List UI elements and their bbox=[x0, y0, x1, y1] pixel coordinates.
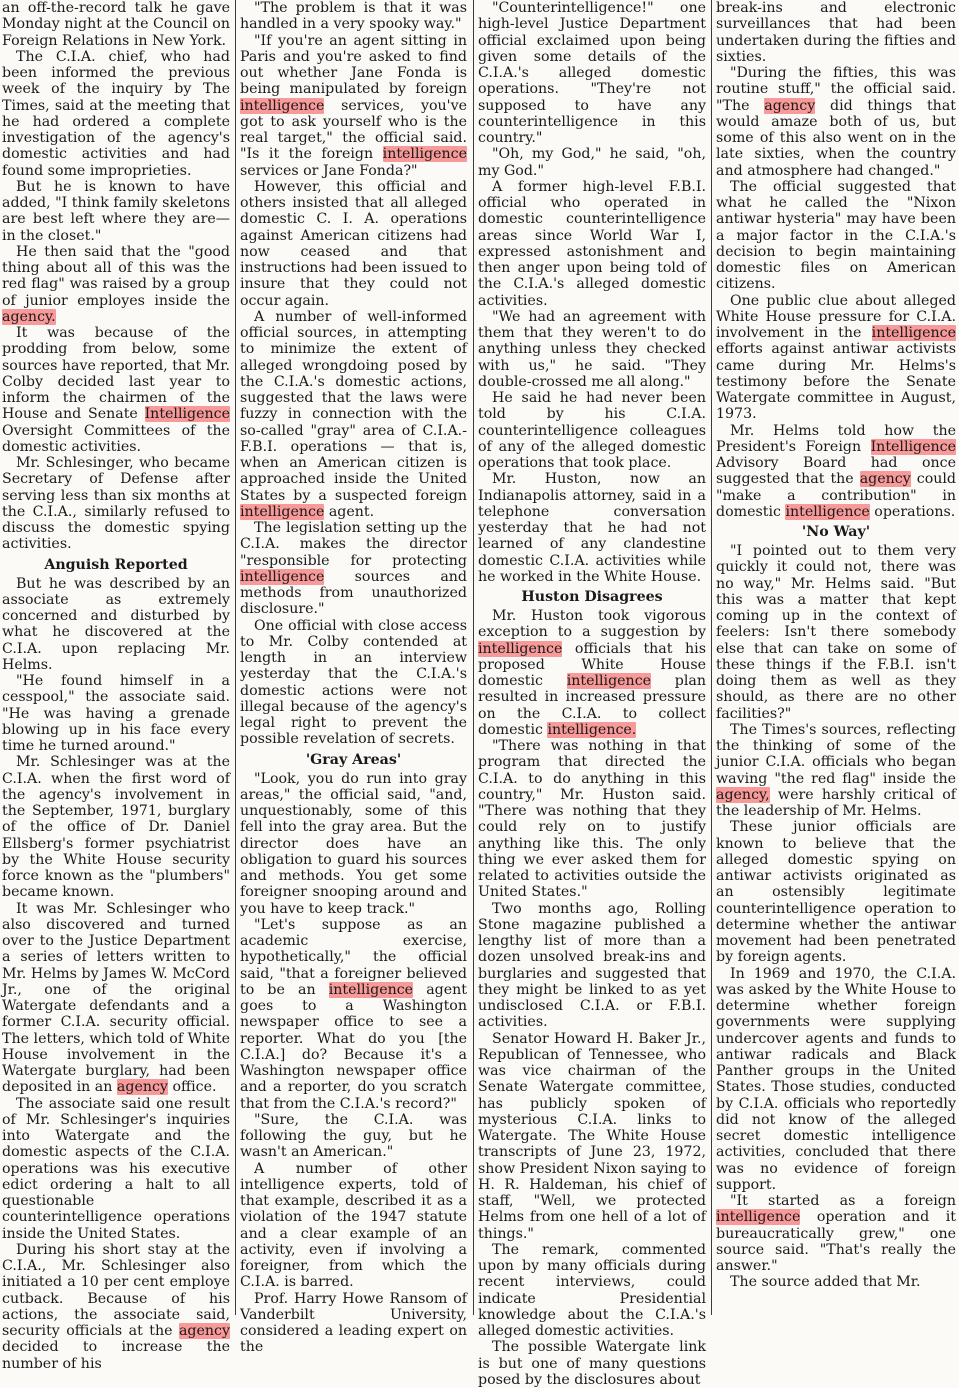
article-paragraph bbox=[240, 1161, 467, 1291]
article-paragraph bbox=[478, 0, 706, 146]
text-run: The Times's sources, reflecting the thinking of some of the junior C.I.A. officials who began waving "the red flag" inside the bbox=[716, 721, 956, 787]
text-run: These junior officials are known to believe that the alleged domestic spying on antiwar activists originated as an ostensibly legitimate counterintelligence operation to determine whether the antiwar movement had been penetrated by foreign agents. bbox=[716, 819, 956, 966]
text-run: A number of other intelligence experts, told of that example, described it as a violation of the 1947 statute and a clear example of an activity, even if involving a foreigner, from which the C.I.A. is barred. bbox=[240, 1160, 467, 1291]
article-paragraph bbox=[716, 819, 956, 965]
text-run: services or Jane Fonda?" bbox=[240, 162, 418, 179]
highlighted-term: intelligence. bbox=[547, 721, 637, 738]
article-paragraph bbox=[240, 33, 467, 179]
text-run: operation and it bureaucratically grew," one source said. "That's really the answer." bbox=[716, 1209, 956, 1274]
article-paragraph bbox=[716, 1274, 956, 1290]
text-run: were harshly critical of the leadership of Mr. Helms. bbox=[716, 786, 956, 819]
text-run: The associate said one result of Mr. Schlesinger's inquiries into Watergate and the domestic aspects of the C.I.A. operations was his executive edict ordering a halt to all questionable counterintelligence operations inside the United States. bbox=[2, 1095, 230, 1242]
article-paragraph bbox=[716, 543, 956, 722]
highlighted-term: intelligence bbox=[785, 503, 870, 520]
highlighted-term: agency bbox=[116, 1079, 168, 1096]
text-run: did things that would amaze both of us, but some of this also went on in the late sixties, when the country and atmosphere had changed." bbox=[716, 97, 956, 179]
text-run: However, this official and others insisted that all alleged domestic C. I. A. operations against American citizens had now ceased and that instructions had been issued to insure that they could not occur again. bbox=[240, 178, 467, 309]
text-run: agent. bbox=[324, 503, 375, 520]
text-run: The remark, commented upon by many officials during recent interviews, could indicate Presidential knowledge about the C.I.A.'s alleged domestic activities. bbox=[478, 1241, 706, 1339]
article-paragraph bbox=[240, 771, 467, 917]
highlighted-term: intelligence bbox=[566, 673, 652, 689]
text-run: services, you've got to ask yourself who is the real target," the official said. "Is it the foreign bbox=[240, 97, 467, 163]
text-run: "Let's suppose as an academic exercise, hypothetically," the official said, "that a foreigner believed to be an bbox=[240, 916, 467, 998]
article-paragraph bbox=[478, 1242, 706, 1340]
text-run: One public clue about alleged White House pressure for C.I.A. involvement in the bbox=[716, 292, 956, 341]
article-paragraph bbox=[478, 471, 706, 585]
section-subhead: Anguish Reported bbox=[44, 556, 188, 573]
text-run: "I pointed out to them very quickly it could not, there was no way," Mr. Helms said. "But this was a matter that kept coming up in the context of feelers: Isn't there somebody else that can take on some of these things if the F.B.I. isn't doing them as well as they should, as there are no other facilities?" bbox=[716, 543, 956, 722]
highlighted-term: intelligence bbox=[240, 503, 325, 520]
text-run: an off-the-record talk he gave Monday night at the Council on Foreign Relations in New York. bbox=[2, 0, 230, 49]
article-paragraph bbox=[2, 455, 230, 553]
article-paragraph bbox=[2, 179, 230, 244]
highlighted-term: Intelligence bbox=[870, 438, 956, 455]
text-run: operations. bbox=[869, 503, 956, 520]
text-run: Oversight Committees of the domestic activities. bbox=[2, 422, 230, 455]
text-run: Senator Howard H. Baker Jr., Republican of Tennessee, who was vice chairman of the Senate Watergate committee, has publicly spoken of mysterious C.I.A. links to Watergate. The White House transcripts of June 23, 1972, show President Nixon saying to H. R. Haldeman, his chief of staff, "Well, we protected Helms from one hell of a lot of things." bbox=[478, 1030, 706, 1242]
article-paragraph bbox=[716, 1193, 956, 1274]
article-paragraph bbox=[240, 179, 467, 309]
text-run: The source added that Mr. bbox=[730, 1274, 921, 1291]
highlighted-term: intelligence bbox=[240, 97, 325, 114]
article-paragraph bbox=[716, 966, 956, 1194]
article-paragraph bbox=[478, 390, 706, 471]
article-paragraph bbox=[716, 722, 956, 820]
article-paragraph bbox=[2, 901, 230, 1096]
highlighted-term: Intelligence bbox=[144, 406, 230, 423]
text-run: efforts against antiwar activists came during Mr. Helms's testimony before the Senate Watergate committee in August, 1973. bbox=[716, 341, 956, 423]
column-rule bbox=[235, 0, 236, 1315]
highlighted-term: agency. bbox=[2, 308, 56, 325]
text-run: "We had an agreement with them that they weren't to do anything unless they checked with us," he said. "They double-crossed me all along." bbox=[478, 308, 706, 390]
text-run: "He found himself in a cesspool," the associate said. "He was having a grenade blowing up in his face every time he turned around." bbox=[2, 673, 230, 754]
article-paragraph bbox=[240, 618, 467, 748]
article-paragraph bbox=[240, 917, 467, 1112]
text-run: Mr. Huston, now an Indianapolis attorney, said in a telephone conversation yesterday that he had not learned of any clandestine domestic C.I.A. activities while he worked in the White House. bbox=[478, 471, 706, 585]
text-run: The C.I.A. chief, who had been informed the previous week of the inquiry by The Times, said at the meeting that he had ordered a complete investigation of the agency's domestic activities and had found some improprieties. bbox=[2, 48, 230, 179]
article-paragraph bbox=[2, 244, 230, 325]
text-run: Mr. Schlesinger was at the C.I.A. when the first word of the agency's involvement in the September, 1971, burglary of the office of Dr. Daniel Ellsberg's former psychiatrist by the White House security force known as the "plumbers" became known. bbox=[2, 754, 230, 901]
article-paragraph bbox=[240, 1291, 467, 1356]
article-paragraph bbox=[478, 738, 706, 901]
article-paragraph bbox=[2, 1096, 230, 1242]
text-run: "During the fifties, this was routine stuff," the official said. "The bbox=[716, 65, 956, 114]
text-run: Prof. Harry Howe Ransom of Vanderbilt University, considered a leading expert on the bbox=[240, 1290, 467, 1356]
text-run: officials that his proposed White House domestic bbox=[478, 640, 706, 689]
column-3 bbox=[476, 0, 709, 1388]
article-paragraph bbox=[478, 901, 706, 1031]
text-run: "The problem is that it was handled in a very spooky way." bbox=[240, 0, 467, 33]
text-run: He said he had never been told by his C.I.A. counterintelligence colleagues of any of the alleged domestic operations that took place. bbox=[478, 390, 706, 471]
article-paragraph bbox=[478, 146, 706, 179]
article-paragraph bbox=[2, 673, 230, 754]
column-4 bbox=[714, 0, 959, 1315]
text-run: The legislation setting up the C.I.A. makes the director "responsible for protecting bbox=[240, 520, 467, 569]
text-run: Two months ago, Rolling Stone magazine published a lengthy list of more than a dozen unsolved break-ins and burglaries and suggested that they might be linked to as yet undisclosed C.I.A. or F.B.I. activities. bbox=[478, 900, 706, 1031]
section-subhead: 'Gray Areas' bbox=[305, 751, 402, 768]
article-paragraph bbox=[716, 0, 956, 65]
text-run: One official with close access to Mr. Colby contended at length in an interview yesterday that the C.I.A.'s domestic actions were not illegal because of the agency's legal right to prevent the possible revelation of secrets. bbox=[240, 617, 467, 748]
highlighted-term: intelligence bbox=[328, 981, 414, 998]
article-paragraph bbox=[240, 1112, 467, 1161]
article-paragraph bbox=[2, 49, 230, 179]
text-run: agent goes to a Washington newspaper office to see a reporter. What do you [the C.I.A.] do? Because it's a Washington newspaper office and a reporter, do you scratch that from the C.I.A.'s record?" bbox=[240, 981, 467, 1112]
highlighted-term: intelligence bbox=[240, 568, 325, 585]
text-run: Advisory Board had once suggested that the bbox=[716, 455, 956, 488]
text-run: The possible Watergate link is but one of many questions posed by the disclosures about bbox=[478, 1339, 706, 1388]
highlighted-term: intelligence bbox=[478, 640, 563, 657]
article-paragraph bbox=[240, 309, 467, 520]
column-rule bbox=[473, 0, 474, 1315]
text-run: "If you're an agent sitting in Paris and you're asked to find out whether Jane Fonda is being manipulated by foreign bbox=[240, 32, 467, 98]
text-run: could "make a contribution" in domestic bbox=[716, 471, 957, 520]
highlighted-term: agency bbox=[178, 1323, 230, 1339]
text-run: In 1969 and 1970, the C.I.A. was asked by the White House to determine whether foreign governments were supplying undercover agents and funds to antiwar radicals and Black Panther groups in the United States. Those studies, conducted by C.I.A. officials who reportedly did not know of the alleged secret domestic intelligence activities, concluded that there was no evidence of foreign support. bbox=[716, 965, 956, 1193]
column-1 bbox=[0, 0, 233, 1372]
text-run: Mr. Huston took vigorous exception to a suggestion by bbox=[478, 608, 706, 641]
highlighted-term: agency, bbox=[716, 786, 770, 803]
article-paragraph bbox=[2, 0, 230, 49]
text-run: break-ins and electronic surveillances that had been undertaken during the fifties and sixties. bbox=[716, 0, 956, 65]
article-paragraph bbox=[716, 293, 956, 423]
text-run: A number of well-informed official sources, in attempting to minimize the extent of alleged wrongdoing posed by the C.I.A.'s domestic actions, suggested that the laws were fuzzy in connection with the so-called "gray" area of C.I.A.-F.B.I. operations — that is, when an American citizen is approached inside the United States by a suspected foreign bbox=[240, 308, 467, 504]
article-paragraph bbox=[716, 65, 956, 179]
text-run: "Sure, the C.I.A. was following the guy, but he wasn't an American." bbox=[240, 1111, 467, 1161]
section-subhead: Huston Disagrees bbox=[521, 589, 663, 605]
article-paragraph bbox=[2, 1242, 230, 1372]
text-run: plan resulted in increased pressure on the C.I.A. to collect domestic bbox=[478, 673, 706, 738]
article-paragraph bbox=[478, 608, 706, 738]
article-paragraph bbox=[478, 1339, 706, 1388]
text-run: It was Mr. Schlesinger who also discovered and turned over to the Justice Department a series of letters written to Mr. Helms by James W. McCord Jr., one of the original Watergate defendants and a former C.I.A. security official. The letters, which told of White House involvement in the Watergate burglary, had been deposited in an bbox=[2, 900, 230, 1096]
column-rule bbox=[711, 0, 712, 1315]
highlighted-term: intelligence bbox=[382, 146, 467, 163]
highlighted-term: intelligence bbox=[716, 1209, 801, 1226]
highlighted-term: agency bbox=[764, 97, 816, 114]
text-run: Mr. Schlesinger, who became Secretary of Defense after serving less than six months at the C.I.A., similarly refused to discuss the domestic spying activities. bbox=[2, 455, 230, 553]
text-run: The official suggested that what he called the "Nixon antiwar hysteria" may have been a major factor in the C.I.A.'s decision to begin maintaining domestic files on American citizens. bbox=[716, 178, 956, 293]
text-run: A former high-level F.B.I. official who operated in domestic counterintelligence areas since World War I, expressed astonishment and then anger upon being told of the C.I.A.'s alleged domestic activities. bbox=[478, 178, 706, 309]
text-run: But he was described by an associate as extremely concerned and disturbed by what he discovered at the C.I.A. upon replacing Mr. Helms. bbox=[2, 575, 230, 673]
article-paragraph bbox=[240, 0, 467, 33]
text-run: "There was nothing in that program that directed the C.I.A. to do anything in this country," Mr. Huston said. "There was nothing that they could rely on to justify anything like this. The only thing we ever asked them for related to activities outside the United States." bbox=[478, 738, 706, 901]
text-run: "Oh, my God," he said, "oh, my God." bbox=[478, 146, 706, 179]
highlighted-term: agency bbox=[859, 471, 911, 488]
article-paragraph bbox=[478, 1031, 706, 1242]
text-run: decided to increase the number of his bbox=[2, 1339, 230, 1372]
text-run: "Counterintelligence!" one high-level Justice Department official exclaimed upon being given some details of the C.I.A.'s alleged domestic operations. "They're not supposed to have any counterintelligence in this country." bbox=[478, 0, 706, 146]
text-run: "Look, you do run into gray areas," the official said, "and, unquestionably, some of this fell into the gray area. But the director does have an obligation to guard his sources and methods. You get some foreigner snooping around and you have to keep track." bbox=[240, 770, 467, 917]
text-run: He then said that the "good thing about all of this was the red flag" was raised by a group of junior employes inside the bbox=[2, 243, 230, 309]
column-2 bbox=[238, 0, 470, 1356]
article-paragraph bbox=[478, 309, 706, 390]
text-run: sources and methods from unauthorized disclosure." bbox=[240, 568, 467, 618]
article-paragraph bbox=[2, 576, 230, 674]
text-run: But he is known to have added, "I think family skeletons are best left where they are—in the closet." bbox=[2, 178, 231, 244]
text-run: During his short stay at the C.I.A., Mr. Schlesinger also initiated a 10 per cent employe cutback. Because of his actions, the associate said, security officials at the bbox=[2, 1241, 230, 1339]
highlighted-term: intelligence bbox=[871, 325, 956, 341]
article-paragraph bbox=[2, 325, 230, 455]
text-run: "It started as a foreign bbox=[730, 1193, 956, 1209]
text-run: Mr. Helms told how the President's Foreign bbox=[716, 422, 956, 455]
article-paragraph bbox=[240, 520, 467, 618]
article-paragraph bbox=[2, 754, 230, 900]
article-paragraph bbox=[716, 423, 956, 521]
text-run: office. bbox=[167, 1079, 217, 1096]
text-run: It was because of the prodding from below, some sources have reported, that Mr. Colby decided last year to inform the chairmen of the House and Senate bbox=[2, 325, 230, 423]
section-subhead: 'No Way' bbox=[801, 524, 871, 540]
article-paragraph bbox=[478, 179, 706, 309]
article-paragraph bbox=[716, 179, 956, 293]
